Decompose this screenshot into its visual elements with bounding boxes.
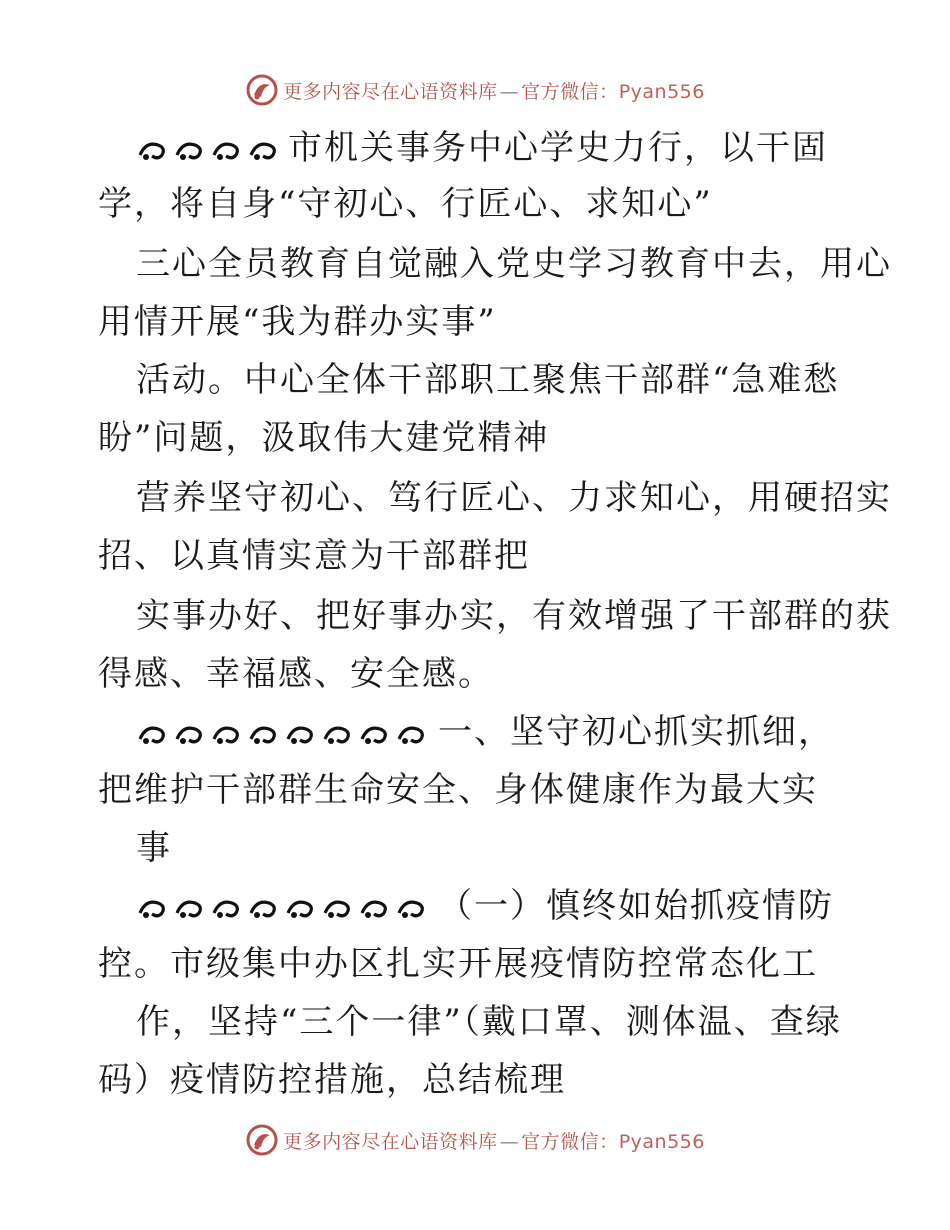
paragraph-line: 招、以真情实意为干部群把 [98, 536, 530, 576]
paragraph-line: 实事办好、把好事办实，有效增强了干部群的获 [136, 596, 892, 636]
paragraph-line: 得感、幸福感、安全感。 [98, 654, 494, 694]
watermark-text: 更多内容尽在心语资料库 — 官方微信：Pyan556 [283, 1130, 705, 1153]
swirl-ornament-icon [136, 135, 286, 165]
subsection-heading-line: （一）慎终如始抓疫情防 [136, 882, 834, 930]
seal-icon [245, 73, 279, 107]
seal-icon [245, 1123, 279, 1157]
paragraph-line: 市机关事务中心学史力行，以干固 [136, 124, 828, 172]
header-watermark [0, 70, 950, 110]
section-heading-line: 一、坚守初心抓实抓细， [136, 708, 834, 756]
paragraph-line: 用情开展“我为群办实事” [98, 302, 497, 342]
paragraph-line: 码）疫情防控措施，总结梳理 [98, 1060, 566, 1100]
swirl-ornament-icon [136, 719, 436, 749]
paragraph-line: 作，坚持“三个一律”（戴口罩、测体温、查绿 [136, 1002, 842, 1042]
swirl-ornament-icon [136, 893, 436, 923]
paragraph-line: 营养坚守初心、笃行匠心、力求知心，用硬招实 [136, 478, 892, 518]
paragraph-line: 活动。中心全体干部职工聚焦干部群“急难愁 [136, 360, 840, 400]
paragraph-line: 三心全员教育自觉融入党史学习教育中去，用心 [136, 244, 892, 284]
footer-watermark [0, 1120, 950, 1160]
paragraph-line: 控。市级集中办区扎实开展疫情防控常态化工 [98, 944, 818, 984]
paragraph-line: 把维护干部群生命安全、身体健康作为最大实 [98, 770, 818, 810]
paragraph-line: 盼”问题，汲取伟大建党精神 [98, 418, 550, 458]
paragraph-line: 事 [136, 828, 172, 868]
paragraph-line: 学，将自身“守初心、行匠心、求知心” [98, 184, 713, 224]
watermark-text: 更多内容尽在心语资料库 — 官方微信：Pyan556 [283, 80, 705, 103]
